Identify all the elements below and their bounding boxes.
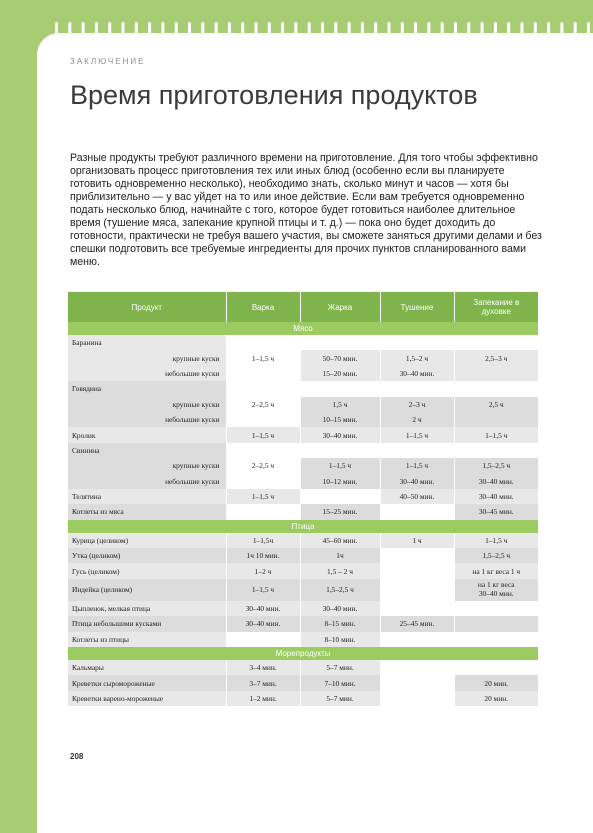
header-boiling: Варка xyxy=(226,292,300,322)
cell-frying: 30–40 мин. xyxy=(300,427,380,442)
table-header-row xyxy=(68,292,538,322)
cell-boiling: 1ч 10 мин. xyxy=(226,548,300,563)
cell-baking: на 1 кг веса 1 ч xyxy=(454,563,538,578)
table-row xyxy=(68,533,538,548)
cell-frying: 10–15 мин. xyxy=(300,412,380,427)
cell-boiling: 3–7 мин. xyxy=(226,675,300,690)
cell-baking-line1: на 1 кг веса xyxy=(477,580,515,590)
table-row xyxy=(68,660,538,675)
cell-baking: 1,5–2,5 ч xyxy=(454,458,538,473)
cell-stewing: 1,5–2 ч xyxy=(380,350,454,365)
cell-baking: 20 мин. xyxy=(454,675,538,690)
cell-product: Говядина xyxy=(68,381,226,396)
cell-frying: 5–7 мин. xyxy=(300,691,380,706)
cell-boiling: 2–2,5 ч xyxy=(226,381,300,427)
cell-stewing: 30–40 мин. xyxy=(380,366,454,381)
cell-product: небольшие куски xyxy=(68,474,226,489)
table-row xyxy=(68,458,538,473)
cell-boiling: 3–4 мин. xyxy=(226,660,300,675)
table-row xyxy=(68,616,538,631)
cell-product: крупные куски xyxy=(68,350,226,365)
cell-product: Котлеты из птицы xyxy=(68,632,226,647)
table-row xyxy=(68,675,538,690)
table-row xyxy=(68,504,538,519)
cell-product: Котлеты из мяса xyxy=(68,504,226,519)
cell-product: Утка (целиком) xyxy=(68,548,226,563)
cell-frying: 10–12 мин. xyxy=(300,474,380,489)
cell-stewing: 2 ч xyxy=(380,412,454,427)
table-row xyxy=(68,632,538,647)
table-row xyxy=(68,412,538,427)
table-row xyxy=(68,335,538,350)
header-frying: Жарка xyxy=(300,292,380,322)
cell-product: Цыпленок, мелкая птица xyxy=(68,601,226,616)
cell-product: Курица (целиком) xyxy=(68,533,226,548)
cell-product: Креветки сыромороженые xyxy=(68,675,226,690)
cell-boiling: 1–1,5ч xyxy=(226,533,300,548)
cell-boiling: 2–2,5 ч xyxy=(226,443,300,489)
cell-boiling: 30–40 мин. xyxy=(226,616,300,631)
cell-frying: 15–25 мин. xyxy=(300,504,380,519)
cell-boiling: 1–1,5 ч xyxy=(226,427,300,442)
cell-product: Индейка (целиком) xyxy=(68,579,226,601)
table-row xyxy=(68,579,538,601)
cell-stewing: 1–1,5 ч xyxy=(380,458,454,473)
cell-frying: 15–20 мин. xyxy=(300,366,380,381)
cell-frying: 45–60 мин. xyxy=(300,533,380,548)
table-row xyxy=(68,427,538,442)
cell-stewing: 30–40 мин. xyxy=(380,474,454,489)
cell-stewing: 1–1,5 ч xyxy=(380,427,454,442)
cell-product: Свинина xyxy=(68,443,226,458)
cell-boiling: 1–2 мин. xyxy=(226,691,300,706)
cell-baking: 20 мин. xyxy=(454,691,538,706)
cell-baking: 2,5–3 ч xyxy=(454,350,538,365)
table-row xyxy=(68,381,538,396)
cell-baking: 30–40 мин. xyxy=(454,489,538,504)
cell-frying: 1,5 ч xyxy=(300,397,380,412)
cell-frying: 1,5–2,5 ч xyxy=(300,579,380,601)
table-row xyxy=(68,489,538,504)
category-meat: Мясо xyxy=(68,322,538,335)
cell-baking-line2: 30–40 мин. xyxy=(478,588,514,598)
table-row xyxy=(68,397,538,412)
cell-baking: 2,5 ч xyxy=(454,397,538,412)
cell-stewing: 1 ч xyxy=(380,533,454,548)
cell-frying: 50–70 мин. xyxy=(300,350,380,365)
cell-frying: 7–10 мин. xyxy=(300,675,380,690)
section-label: ЗАКЛЮЧЕНИЕ xyxy=(70,57,146,66)
cell-product: Баранина xyxy=(68,335,226,350)
cell-boiling: 30–40 мин. xyxy=(226,601,300,616)
cell-frying: 8–10 мин. xyxy=(300,632,380,647)
header-stewing: Тушение xyxy=(380,292,454,322)
cell-boiling: 1–1,5 ч xyxy=(226,335,300,381)
table-row xyxy=(68,366,538,381)
cell-product: Гусь (целиком) xyxy=(68,563,226,578)
cell-product: небольшие куски xyxy=(68,366,226,381)
table-row xyxy=(68,474,538,489)
cell-product: небольшие куски xyxy=(68,412,226,427)
cooking-time-table xyxy=(68,292,538,706)
cell-product: Кальмары xyxy=(68,660,226,675)
cell-frying: 8–15 мин. xyxy=(300,616,380,631)
category-seafood: Морепродукты xyxy=(68,647,538,660)
page-number: 208 xyxy=(70,752,84,761)
page-title: Время приготовления продуктов xyxy=(70,80,478,110)
cell-product: Кролик xyxy=(68,427,226,442)
cell-stewing: 2–3 ч xyxy=(380,397,454,412)
table-row xyxy=(68,563,538,578)
cell-baking xyxy=(454,579,538,601)
table-row xyxy=(68,691,538,706)
cell-product: Птица небольшими кусками xyxy=(68,616,226,631)
cell-frying: 1,5 – 2 ч xyxy=(300,563,380,578)
cell-frying: 1–1,5 ч xyxy=(300,458,380,473)
cell-frying: 1ч xyxy=(300,548,380,563)
cell-baking: 1–1,5 ч xyxy=(454,427,538,442)
cell-stewing: 25–45 мин. xyxy=(380,616,454,631)
category-poultry: Птица xyxy=(68,520,538,533)
cell-baking: 1,5–2,5 ч xyxy=(454,548,538,563)
table-row xyxy=(68,548,538,563)
table-row xyxy=(68,443,538,458)
cell-frying: 30–40 мин. xyxy=(300,601,380,616)
cell-baking: 30–40 мин. xyxy=(454,474,538,489)
cell-frying: 5–7 мин. xyxy=(300,660,380,675)
cell-product: крупные куски xyxy=(68,397,226,412)
header-product: Продукт xyxy=(68,292,226,322)
header-baking: Запекание в духовке xyxy=(454,292,538,322)
intro-paragraph: Разные продукты требуют различного времени на приготовление. Для того чтобы эффективно организовать процесс приготовления тех или иных блюд (особенно если вы планируете готовить одновременно несколько), необходимо знать, сколько минут и часов — хотя бы приблизительно — у вас уйдет на то или иное действие. Если вам требуется одновременно подать несколько блюд, начинайте с того, которое будет готовиться наиболее длительное время (тушение мяса, запекание крупной птицы и т. д.) — пока оно будет доходить до готовности, практически не требуя вашего участия, вы сможете заняться другими делами и без спешки подготовить все требуемые ингредиенты для прочих пунктов спланированного вами меню. xyxy=(70,152,542,268)
table-row xyxy=(68,350,538,365)
cell-product: Телятина xyxy=(68,489,226,504)
cell-boiling: 1–1,5 ч xyxy=(226,579,300,601)
cell-boiling: 1–1,5 ч xyxy=(226,489,300,504)
table-row xyxy=(68,601,538,616)
cell-boiling: 1–2 ч xyxy=(226,563,300,578)
cell-baking: 1–1,5 ч xyxy=(454,533,538,548)
cell-baking: 30–45 мин. xyxy=(454,504,538,519)
cell-stewing: 40–50 мин. xyxy=(380,489,454,504)
cell-product: Креветки варено-мороженые xyxy=(68,691,226,706)
cell-product: крупные куски xyxy=(68,458,226,473)
